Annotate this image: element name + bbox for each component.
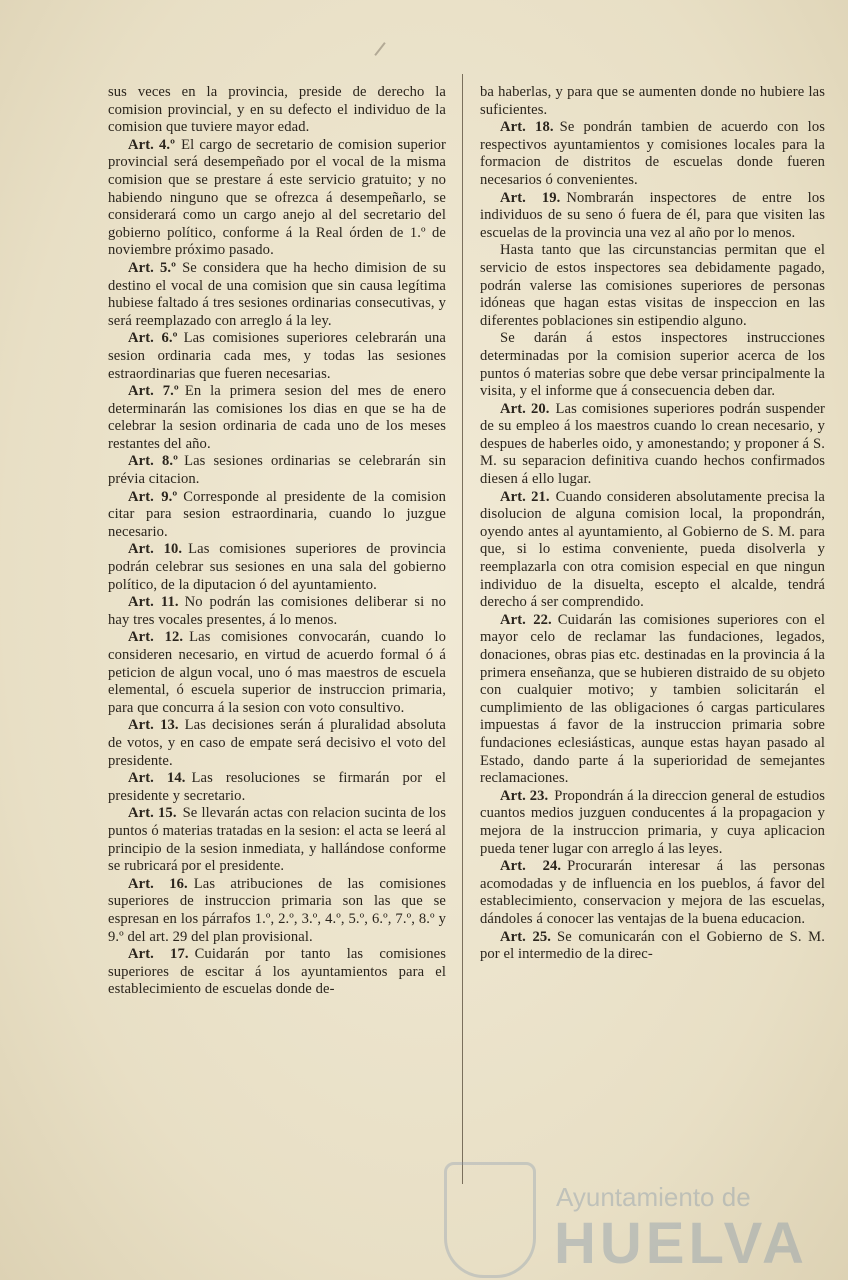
pencil-mark (374, 42, 385, 56)
paragraph-text: Las resoluciones se firmarán por el presidente y secretario. (108, 770, 447, 804)
article-number: Art. 18. (500, 119, 554, 136)
article-number: Art. 16. (128, 875, 188, 892)
article-number: Art. 17. (128, 946, 189, 963)
article-number: Art. 13. (128, 717, 179, 734)
paragraph (480, 489, 825, 612)
paragraph (480, 858, 825, 928)
paragraph-text: En la primera sesion del mes de enero determinarán las comisiones los dias en que se ha de celebrar la sesion ordinaria de cada uno de los meses restantes del año. (108, 383, 446, 452)
watermark-big-text: HUELVA (554, 1211, 808, 1276)
paragraph (480, 788, 825, 858)
paragraph-text: Las comisiones superiores podrán suspender de su empleo á los maestros cuando lo crean necesario, y despues de haberles oido, y amonestando; y proponer á S. M. su separacion definitiva cuando hechos confirmados diesen á ello lugar. (480, 400, 825, 488)
paragraph (108, 260, 446, 330)
paragraph-text: Cuidarán por tanto las comisiones superiores de escitar á los ayuntamientos para el establecimiento de escuelas donde de- (108, 946, 446, 998)
column-divider (462, 74, 463, 1184)
coat-of-arms-icon (444, 1162, 536, 1278)
article-number: Art. 5.º (128, 259, 177, 276)
paragraph-text: Las decisiones serán á pluralidad absoluta de votos, y en caso de empate será decisivo el voto del presidente. (108, 717, 447, 769)
paragraph (108, 876, 446, 946)
paragraph (108, 453, 446, 488)
paragraph (108, 770, 446, 805)
paragraph (480, 401, 825, 489)
paragraph (108, 383, 446, 453)
article-number: Art. 19. (500, 189, 561, 206)
paragraph-text: Cuidarán las comisiones superiores con el mayor celo de reclamar las fundaciones, legados, donaciones, obras pias etc. destinadas en la provincia á la primera enseñanza, que se hubieren distraido de su objeto con cualquier motivo; y tambien solicitarán el cumplimiento de las obligaciones ó cargas particulares impuestas á favor de la instruccion primaria sobre fundaciones eclesiásticas, aunque estas hayan pasado al Estado, dando parte á la superioridad de semejantes reclamaciones. (480, 611, 825, 787)
watermark-small-text: Ayuntamiento de (556, 1182, 751, 1212)
paragraph (108, 629, 446, 717)
article-number: Art. 10. (128, 541, 183, 558)
paragraph-text: No podrán las comisiones deliberar si no hay tres vocales presentes, á lo menos. (108, 594, 446, 628)
paragraph-text: Nombrarán inspectores de entre los individuos de su seno ó fuera de él, para que visiten las escuelas de la provincia una vez al año por lo menos. (480, 189, 825, 241)
paragraph-text: Las sesiones ordinarias se celebrarán sin prévia citacion. (108, 453, 446, 488)
article-number: Art. 4.º (128, 136, 176, 153)
paragraph (108, 489, 446, 542)
article-number: Art. 24. (500, 858, 562, 875)
paragraph (480, 330, 825, 400)
right-column (480, 84, 825, 964)
article-number: Art. 9.º (128, 488, 178, 505)
paragraph-text: Se comunicarán con el Gobierno de S. M. por el intermedio de la direc- (480, 928, 825, 963)
paragraph-text: Se pondrán tambien de acuerdo con los respectivos ayuntamientos y comisiones locales para la formacion de distritos de escuelas donde fueren necesarios ó convenientes. (480, 119, 826, 188)
paragraph (480, 119, 825, 189)
paragraph (108, 946, 446, 999)
article-number: Art. 23. (500, 787, 549, 804)
article-number: Art. 14. (128, 770, 186, 787)
paragraph-text: sus veces en la provincia, preside de derecho la comision provincial, y en su defecto el individuo de la comision que tuviere mayor edad. (108, 84, 446, 136)
paragraph-text: Se darán á estos inspectores instrucciones determinadas por la comision superior acerca de los puntos ó materias sobre que debe versar principalmente la visita, y el informe que á consecuencia deben dar. (480, 330, 825, 400)
paragraph (108, 137, 446, 260)
article-number: Art. 6.º (128, 330, 178, 347)
article-number: Art. 7.º (128, 383, 179, 400)
article-number: Art. 21. (500, 488, 550, 505)
article-number: Art. 25. (500, 928, 552, 945)
paragraph-text: Las comisiones superiores celebrarán una sesion ordinaria cada mes, y todas las sesiones estraordinarias que fueren necesarias. (108, 330, 446, 382)
paragraph (108, 594, 446, 629)
paragraph-text: Las atribuciones de las comisiones superiores de instruccion primaria son las que se espresan en los párrafos 1.º, 2.º, 3.º, 4.º, 5.º, 6.º, 7.º, 8.º y 9.º del art. 29 del plan provisional. (108, 875, 446, 945)
paragraph-text: Las comisiones convocarán, cuando lo consideren necesario, en virtud de acuerdo formal ó á peticion de algun vocal, uno ó mas maestros de escuela elemental, ó escuela superior de instruccion primaria, para que concurra á la sesion con voto consultivo. (108, 629, 446, 716)
paragraph-text: Se considera que ha hecho dimision de su destino el vocal de una comision que sin causa legítima hubiese faltado á tres sesiones ordinarias consecutivas, y será reemplazado con arreglo á la ley. (108, 259, 446, 329)
paragraph (108, 717, 446, 770)
paragraph-text: Propondrán á la direccion general de estudios cuantos medios juzguen conducentes á la propagacion y mejora de la instruccion primaria, y cuya aplicacion pueda tener lugar con arreglo á las leyes. (480, 787, 825, 857)
left-column (108, 84, 446, 999)
paragraph (108, 541, 446, 594)
article-number: Art. 15. (128, 805, 177, 822)
paragraph (480, 929, 825, 964)
article-number: Art. 12. (128, 629, 184, 646)
paragraph-text: Corresponde al presidente de la comision citar para sesion estraordinaria, cuando lo juzgue necesario. (108, 488, 446, 540)
paragraph-text: El cargo de secretario de comision superior provincial será desempeñado por el vocal de la misma comision que se prestare á este servicio gratuito; y no habiendo ninguno que se ofrezca á desempeñarlo, se considerará como un cargo anejo al del secretario del gobierno político, conforme á la Real órden de 1.º de noviembre próximo pasado. (108, 136, 446, 259)
article-number: Art. 8.º (128, 453, 179, 470)
article-number: Art. 20. (500, 400, 550, 417)
paragraph-text: Procurarán interesar á las personas acomodadas y de influencia en los pueblos, á favor del establecimiento, conservacion y mejora de las escuelas, dándoles á conocer las ventajas de la buena educacion. (480, 858, 825, 927)
paragraph (480, 190, 825, 243)
paragraph (108, 805, 446, 875)
article-number: Art. 11. (128, 594, 179, 611)
paragraph (480, 612, 825, 788)
paragraph-text: Hasta tanto que las circunstancias permitan que el servicio de estos inspectores sea debidamente pagado, podrán valerse las comisiones superiores de personas idóneas que hagan estas visitas de inspeccion en las diferentes poblaciones sin estipendio alguno. (480, 242, 825, 329)
paragraph (108, 330, 446, 383)
article-number: Art. 22. (500, 611, 552, 628)
paragraph (480, 84, 825, 119)
paragraph (480, 242, 825, 330)
paragraph-text: Las comisiones superiores de provincia podrán celebrar sus sesiones en una sala del gobierno político, de la diputacion ó del ayuntamiento. (108, 541, 446, 593)
archive-watermark (444, 1150, 844, 1280)
paragraph-text: Cuando consideren absolutamente precisa la disolucion de alguna comision local, la propondrán, oyendo antes al ayuntamiento, al Gobierno de S. M. para que, si lo estima conveniente, pueda disolverla y reemplazarla con otra comision especial en que ningun individuo de la disuelta, escepto el alcalde, tendrá derecho á ser comprendido. (480, 488, 825, 611)
paragraph-text: ba haberlas, y para que se aumenten donde no hubiere las suficientes. (480, 84, 825, 118)
paragraph-text: Se llevarán actas con relacion sucinta de los puntos ó materias tratadas en la sesion: el acta se leerá al principio de la sesion inmediata, y hallándose conforme se rubricará por el presidente. (108, 805, 446, 875)
paragraph (108, 84, 446, 137)
